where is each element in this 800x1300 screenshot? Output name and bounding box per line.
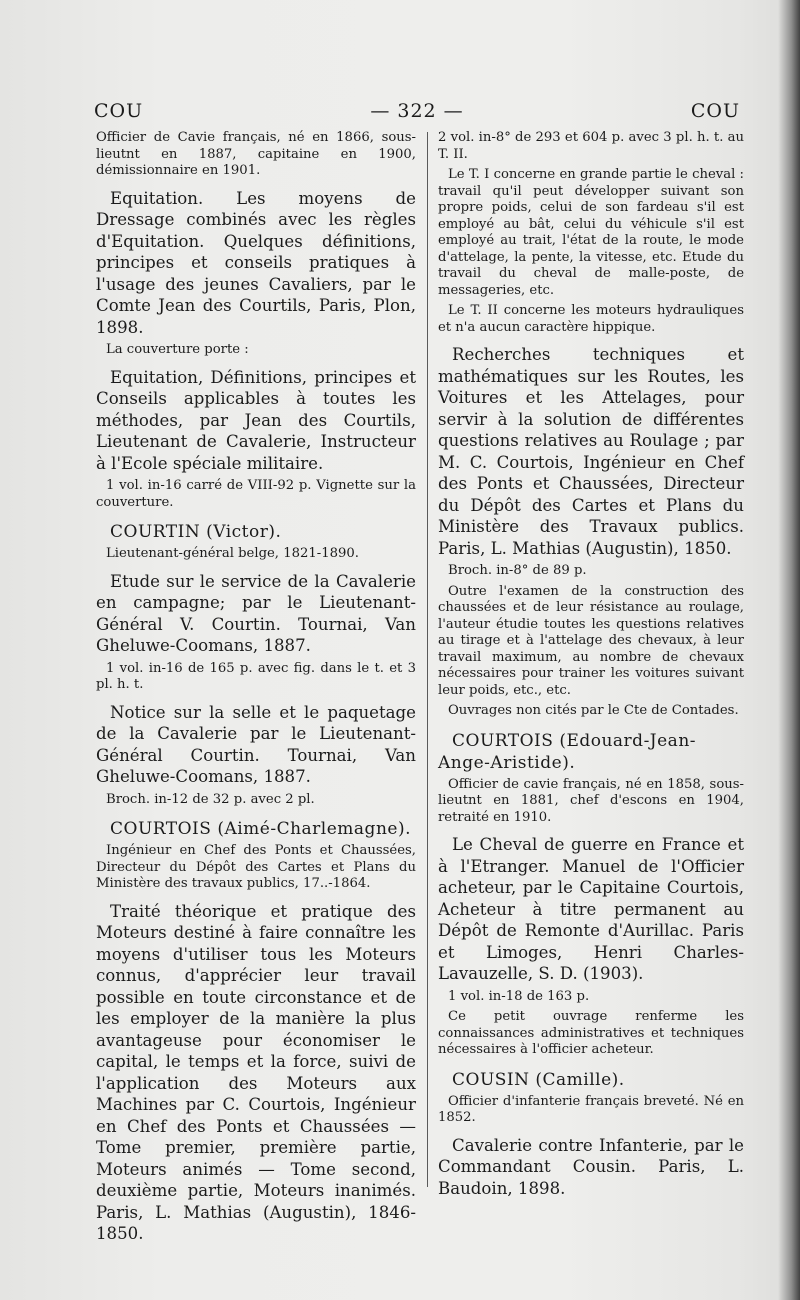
column-divider (427, 132, 428, 1187)
note-text: Officier d'infanterie français breveté. Né en 1852. (438, 1093, 744, 1125)
book-title-entry: Traité théorique et pratique des Moteurs destiné à faire connaître les moyens d'utiliser tous les Moteurs connus, d'apprécier leur travail possible en toute circonstance et de les employer de la manière la plus avantageuse pour économiser le capital, le temps et la force, suivi de l'application des Moteurs aux Machines par C. Courtois, Ingénieur en Chef des Ponts et Chaussées — Tome premier, première partie, Moteurs animés — Tome second, deuxième partie, Moteurs inanimés. Paris, L. Mathias (Augustin), 1846-1850. (96, 901, 416, 1243)
author-heading: COURTOIS (Edouard-Jean-Ange-Aristide). (438, 730, 697, 773)
running-head-left: COU (94, 100, 144, 122)
running-head-right: COU (690, 100, 740, 122)
note-text: Ouvrages non cités par le Cte de Contades. (448, 703, 739, 718)
page-edge-shadow (778, 0, 800, 1300)
author-heading: COURTOIS (Aimé-Charlemagne). (110, 819, 411, 839)
note-text: Ingénieur en Chef des Ponts et Chaussées, Directeur du Dépôt des Cartes et Plans du Ministère des travaux publics, 17..-1864. (96, 843, 416, 891)
running-head (94, 100, 740, 128)
right-column (438, 130, 744, 1203)
left-column (96, 130, 416, 1249)
book-title-entry: Cavalerie contre Infanterie, par le Commandant Cousin. Paris, L. Baudoin, 1898. (438, 1135, 744, 1198)
note-text: Officier de cavie français, né en 1858, sous-lieutnt en 1881, chef d'escons en 1904, retraité en 1910. (438, 776, 744, 825)
page-number: — 322 — (370, 100, 464, 122)
book-title-entry: Notice sur la selle et le paquetage de la Cavalerie par le Lieutenant-Général Courtin. Tournai, Van Gheluwe-Coomans, 1887. (96, 702, 416, 786)
author-heading: COURTIN (Victor). (110, 522, 282, 542)
note-text: Le T. II concerne les moteurs hydrauliques et n'a aucun caractère hippique. (438, 303, 744, 335)
note-text: 2 vol. in-8° de 293 et 604 p. avec 3 pl. h. t. au T. II. (438, 130, 744, 162)
note-text: 1 vol. in-16 de 165 p. avec fig. dans le t. et 3 pl. h. t. (96, 660, 416, 692)
book-title-entry: Etude sur le service de la Cavalerie en campagne; par le Lieutenant-Général V. Courtin. Tournai, Van Gheluwe-Coomans, 1887. (96, 571, 416, 655)
note-text: Broch. in-8° de 89 p. (448, 563, 587, 578)
note-text: Ce petit ouvrage renferme les connaissances administratives et techniques nécessaires à l'officier acheteur. (438, 1009, 744, 1057)
author-heading: COUSIN (Camille). (452, 1069, 625, 1090)
note-text: Lieutenant-général belge, 1821-1890. (106, 546, 359, 561)
note-text: Outre l'examen de la construction des chaussées et de leur résistance au roulage, l'auteur étudie toutes les questions relatives au tirage et à l'attelage des chevaux, à leur travail maximum, au nombre de chevaux nécessaires pour trainer les voitures suivant leur poids, etc., etc. (438, 583, 744, 698)
book-title-entry: Le Cheval de guerre en France et à l'Etranger. Manuel de l'Officier acheteur, par le Capitaine Courtois, Acheteur à titre permanent au Dépôt de Remonte d'Aurillac. Paris et Limoges, Henri Charles-Lavauzelle, S. D. (1903). (438, 835, 744, 983)
note-text: Le T. I concerne en grande partie le cheval : travail qu'il peut développer suivant son propre poids, celui de son fardeau s'il est employé au bât, celui du véhicule s'il est employé au trait, l'état de la route, le mode d'attelage, la pente, la vitesse, etc. Etude du travail du cheval de malle-poste, de messageries, etc. (438, 167, 744, 298)
note-text: 1 vol. in-16 carré de VIII-92 p. Vignette sur la couverture. (96, 478, 416, 510)
note-text: 1 vol. in-18 de 163 p. (448, 988, 590, 1004)
note-text: La couverture porte : (106, 342, 249, 357)
book-title-entry: Recherches techniques et mathématiques sur les Routes, les Voitures et les Attelages, pour servir à la solution de différentes questions relatives au Roulage ; par M. C. Courtois, Ingénieur en Chef des Ponts et Chaussées, Directeur du Dépôt des Cartes et Plans du Ministère des Travaux publics. Paris, L. Mathias (Augustin), 1850. (438, 345, 744, 558)
book-title-entry: Equitation. Les moyens de Dressage combinés avec les règles d'Equitation. Quelques définitions, principes et conseils pratiques à l'usage des jeunes Cavaliers, par le Comte Jean des Courtils, Paris, Plon, 1898. (96, 188, 416, 337)
note-text: Officier de Cavie français, né en 1866, sous-lieutnt en 1887, capitaine en 1900, démissionnaire en 1901. (96, 130, 416, 178)
book-title-entry: Equitation, Définitions, principes et Conseils applicables à toutes les méthodes, par Jean des Courtils, Lieutenant de Cavalerie, Instructeur à l'Ecole spéciale militaire. (96, 367, 416, 473)
note-text: Broch. in-12 de 32 p. avec 2 pl. (106, 791, 315, 807)
